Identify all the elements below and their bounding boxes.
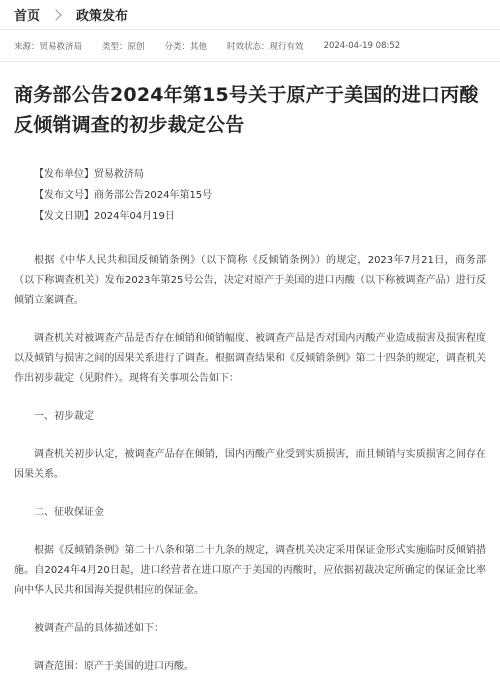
- paragraph: 根据《中华人民共和国反倾销条例》（以下简称《反倾销条例》）的规定，2023年7月21日，商务部（以下称调查机关）发布2023年第25号公告，决定对原产于美国的进口丙酸（以下称被调查产品）进行反倾销立案调查。: [14, 255, 486, 306]
- chevron-right-icon: [50, 9, 61, 20]
- paragraph: 调查机关初步认定，被调查产品存在倾销，国内丙酸产业受到实质损害，而且倾销与实质损害之间存在因果关系。: [14, 449, 486, 480]
- paragraph: 调查范围：原产于美国的进口丙酸。: [34, 661, 194, 672]
- paragraph: 被调查产品的具体描述如下：: [34, 623, 164, 634]
- page-title: 商务部公告2024年第15号关于原产于美国的进口丙酸反倾销调查的初步裁定公告: [14, 84, 479, 136]
- info-issuer: 【发布单位】贸易救济局: [34, 169, 144, 180]
- info-doc-number: 【发布文号】商务部公告2024年第15号: [34, 190, 213, 201]
- meta-datetime: 2024-04-19 08:52: [323, 40, 401, 51]
- breadcrumb: [0, 0, 500, 30]
- breadcrumb-current[interactable]: 政策发布: [76, 9, 129, 24]
- article-info-block: [0, 164, 500, 227]
- meta-source: 来源：贸易救济局: [14, 41, 83, 52]
- article-meta-bar: [0, 30, 500, 62]
- info-date: 【发文日期】2024年04月19日: [34, 211, 175, 222]
- section-heading: 二、征收保证金: [34, 507, 104, 518]
- meta-type: 类型：原创: [102, 41, 145, 52]
- paragraph: 根据《反倾销条例》第二十八条和第二十九条的规定，调查机关决定采用保证金形式实施临时反倾销措施。自2024年4月20日起，进口经营者在进口原产于美国的丙酸时，应依据初裁决定所确定的保证金比率向中华人民共和国海关提供相应的保证金。: [14, 545, 486, 596]
- article-body: [0, 251, 500, 677]
- breadcrumb-home-link[interactable]: 首页: [14, 9, 41, 24]
- paragraph: 调查机关对被调查产品是否存在倾销和倾销幅度、被调查产品是否对国内丙酸产业造成损害及损害程度以及倾销与损害之间的因果关系进行了调查。根据调查结果和《反倾销条例》第二十四条的规定，调查机关作出初步裁定（见附件）。现将有关事项公告如下：: [14, 333, 486, 384]
- meta-category: 分类：其他: [164, 41, 208, 52]
- section-heading: 一、初步裁定: [34, 411, 94, 422]
- meta-status: 时效状态：现行有效: [227, 41, 304, 52]
